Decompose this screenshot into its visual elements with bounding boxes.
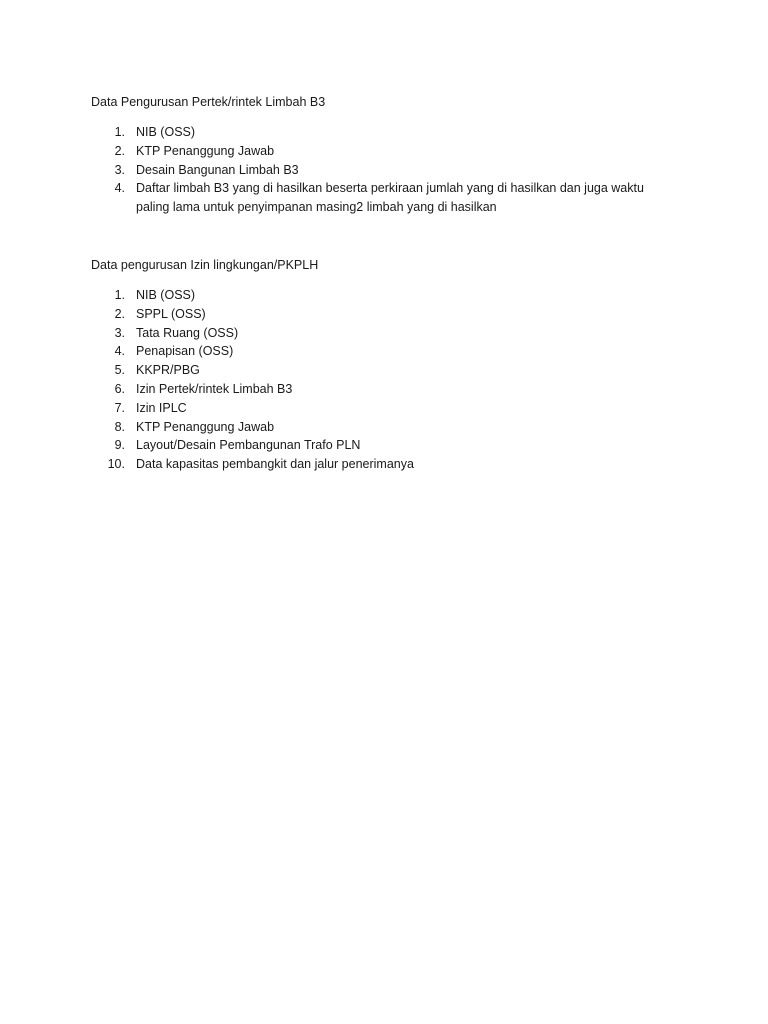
list-item-text: SPPL (OSS) <box>136 306 206 321</box>
list-item-text: KKPR/PBG <box>136 363 200 378</box>
list-item-number: 9. <box>114 438 125 453</box>
list-item <box>91 161 691 180</box>
list-item-text: Penapisan (OSS) <box>136 344 234 359</box>
requirements-list <box>91 286 691 474</box>
list-item <box>91 436 691 455</box>
list-item-number: 4. <box>114 181 125 196</box>
list-item <box>91 399 691 418</box>
list-item-number: 1. <box>114 125 125 139</box>
list-item-number: 5. <box>114 363 125 378</box>
list-item-number: 2. <box>114 143 125 158</box>
list-item-text: Daftar limbah B3 yang di hasilkan beserta perkiraan jumlah yang di hasilkan dan juga waktu paling lama untuk penyimpanan masing2 limbah yang di hasilkan <box>136 181 644 215</box>
list-item-text: Tata Ruang (OSS) <box>136 325 239 340</box>
list-item-number: 2. <box>114 306 125 321</box>
list-item-text: Izin Pertek/rintek Limbah B3 <box>136 381 293 396</box>
list-item <box>91 142 691 161</box>
section-pertek-limbah-b3 <box>91 94 691 217</box>
list-item <box>91 305 691 324</box>
list-item-number: 3. <box>114 162 125 177</box>
list-item-number: 4. <box>114 344 125 359</box>
list-item-text: Data kapasitas pembangkit dan jalur penerimanya <box>136 457 414 472</box>
list-item-number: 1. <box>114 288 125 302</box>
list-item <box>91 361 691 380</box>
list-item <box>91 380 691 399</box>
section-heading: Data pengurusan Izin lingkungan/PKPLH <box>91 258 319 272</box>
list-item <box>91 342 691 361</box>
list-item <box>91 455 691 474</box>
requirements-list <box>91 123 691 217</box>
list-item-text: NIB (OSS) <box>136 288 196 302</box>
section-izin-lingkungan <box>91 257 691 474</box>
list-item-number: 6. <box>114 381 125 396</box>
list-item-text: KTP Penanggung Jawab <box>136 143 275 158</box>
section-heading: Data Pengurusan Pertek/rintek Limbah B3 <box>91 95 326 109</box>
list-item-number: 8. <box>114 419 125 434</box>
list-item-number: 3. <box>114 325 125 340</box>
list-item <box>91 286 691 305</box>
list-item <box>91 418 691 437</box>
list-item-text: Layout/Desain Pembangunan Trafo PLN <box>136 438 361 453</box>
list-item-text: Izin IPLC <box>136 400 187 415</box>
list-item <box>91 123 691 142</box>
list-item-text: KTP Penanggung Jawab <box>136 419 275 434</box>
list-item <box>91 179 691 217</box>
list-item-number: 7. <box>114 400 125 415</box>
list-item-text: Desain Bangunan Limbah B3 <box>136 162 299 177</box>
list-item-text: NIB (OSS) <box>136 125 196 139</box>
list-item-number: 10. <box>107 457 125 472</box>
list-item <box>91 324 691 343</box>
